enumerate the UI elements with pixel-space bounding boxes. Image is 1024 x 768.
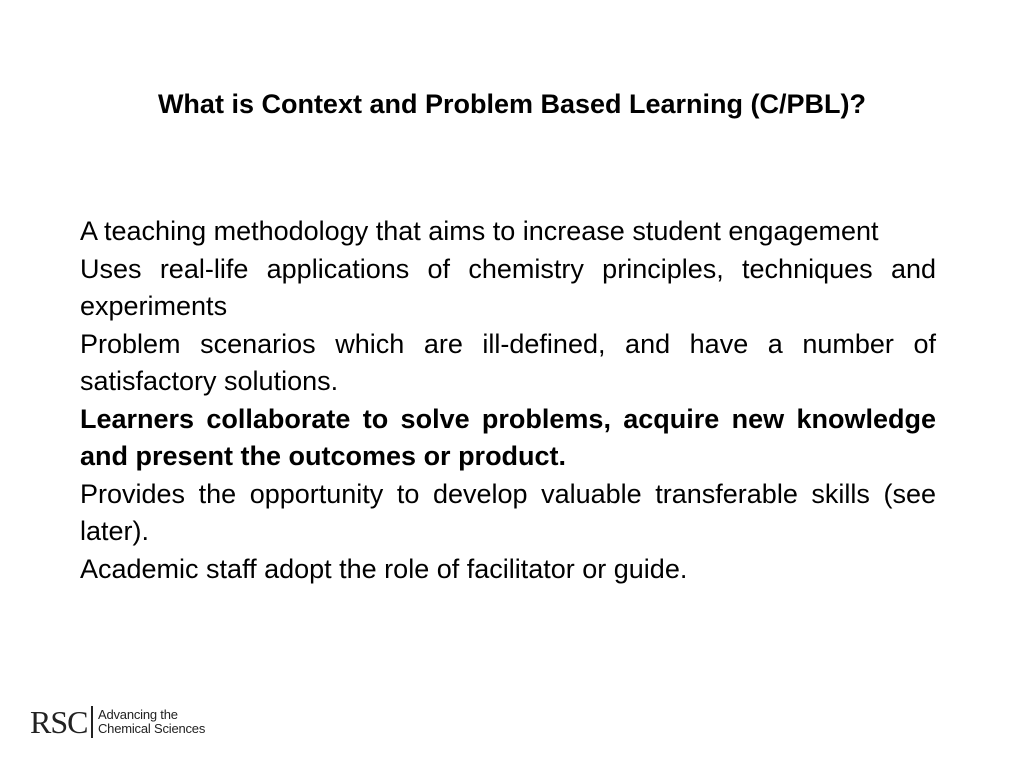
body-paragraph-3: Problem scenarios which are ill-defined, and have a number of satisfactory solutions.	[80, 328, 936, 396]
body-paragraph-4: Learners collaborate to solve problems, acquire new knowledge and present the outcomes or product.	[80, 403, 936, 471]
rsc-logo-mark: RSC	[30, 704, 88, 740]
body-paragraph-2: Uses real-life applications of chemistry principles, techniques and experiments	[80, 253, 936, 321]
slide-body	[80, 213, 936, 588]
rsc-logo	[30, 704, 205, 740]
logo-tagline-line-2: Chemical Sciences	[97, 721, 206, 736]
body-paragraph-1: A teaching methodology that aims to increase student engagement	[80, 216, 879, 246]
logo-tagline-line-1: Advancing the	[97, 707, 178, 722]
logo-divider	[91, 706, 93, 738]
body-paragraph-6: Academic staff adopt the role of facilitator or guide.	[80, 553, 688, 584]
slide-title: What is Context and Problem Based Learning (C/PBL)?	[157, 89, 867, 119]
body-paragraph-5: Provides the opportunity to develop valuable transferable skills (see later).	[80, 478, 936, 546]
rsc-logo-tagline	[98, 708, 205, 736]
